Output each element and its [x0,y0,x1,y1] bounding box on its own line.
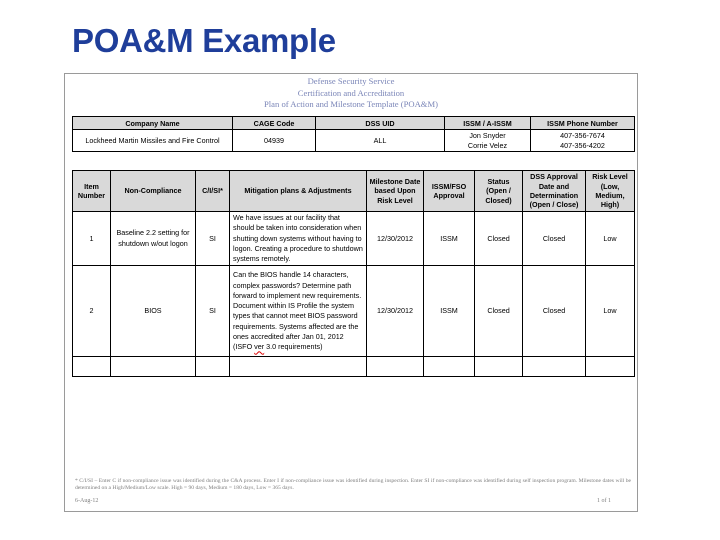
dss-approval: Closed [523,266,586,357]
milestone-date: 12/30/2012 [367,212,424,266]
empty-cell [111,357,196,377]
slide-title: POA&M Example [72,22,336,59]
col-dss-approval: DSS Approval Date and Determination (Open / Close) [523,171,586,212]
col-item-number: Item Number [73,171,111,212]
col-company-name: Company Name [73,117,233,130]
header-agency: Defense Security Service [307,76,395,86]
issm-fso-approval: ISSM [424,212,475,266]
empty-cell [523,357,586,377]
mitigation-text: We have issues at our facility that should be taken into consideration when shutting down systems without having to logon. Creating a procedure to shutdown systems remotely. [230,212,367,266]
mitigation-text-main: Can the BIOS handle 14 characters, complex passwords? Determine path forward to implement new requirements. Document within IS Profile the system types that cannot meet BIOS password requirements. Systems affected are the ones accredited after Jan 01, 2012 (ISFO [233,270,362,352]
empty-row [73,357,635,377]
status: Closed [475,266,523,357]
mitigation-text-ver: ver [254,342,265,352]
document-page [64,73,638,512]
milestone-date: 12/30/2012 [367,266,424,357]
cage-code: 04939 [233,130,316,152]
col-non-compliance: Non-Compliance [111,171,196,212]
col-cisi: C/I/SI* [196,171,230,212]
col-mitigation: Mitigation plans & Adjustments [230,171,367,212]
page-number: 1 of 1 [597,498,611,504]
empty-cell [367,357,424,377]
company-info-table [72,116,635,152]
col-issm: ISSM / A-ISSM [445,117,531,130]
table-row [73,212,635,266]
dss-uid: ALL [316,130,445,152]
col-issm-phone: ISSM Phone Number [531,117,635,130]
issm-name-1: Jon Snyder [469,131,506,140]
col-status: Status (Open / Closed) [475,171,523,212]
empty-cell [196,357,230,377]
empty-cell [73,357,111,377]
issm-phone-2: 407-356-4202 [560,140,605,150]
table-row [73,266,635,357]
col-risk-level: Risk Level (Low, Medium, High) [586,171,635,212]
issm-fso-approval: ISSM [424,266,475,357]
status: Closed [475,212,523,266]
footnote: * C/I/SI – Enter C if non-compliance issue was identified during the C&A process. Enter I if non-compliance issue was identified during inspection. Enter SI if non-compliance was identified during self inspection program. Milestone dates will be determined on a High/Medium/Low scale. High = 90 days, Medium = 180 days, Low = 365 days. [75,478,631,492]
item-number: 2 [73,266,111,357]
company-name: Lockheed Martin Missiles and Fire Control [73,130,233,152]
document-date: 6-Aug-12 [75,498,99,504]
non-compliance: Baseline 2.2 setting for shutdown w/out logon [111,212,196,266]
cisi-value: SI [196,266,230,357]
issm-name-2: Corrie Velez [467,140,508,150]
col-issm-fso-approval: ISSM/FSO Approval [424,171,475,212]
poam-table [72,170,635,377]
company-header-row [73,117,635,130]
empty-cell [586,357,635,377]
header-program: Certification and Accreditation [297,87,405,98]
non-compliance: BIOS [111,266,196,357]
document-header [65,76,637,111]
issm-phone-1: 407-356-7674 [560,131,605,140]
cisi-value: SI [196,212,230,266]
mitigation-text-end: 3.0 requirements) [264,342,323,352]
item-number: 1 [73,212,111,266]
dss-approval: Closed [523,212,586,266]
empty-cell [475,357,523,377]
risk-level: Low [586,212,635,266]
empty-cell [230,357,367,377]
company-data-row [73,130,635,152]
issm-names [445,130,531,152]
mitigation-text [230,266,367,357]
col-milestone-date: Milestone Date based Upon Risk Level [367,171,424,212]
col-dss-uid: DSS UID [316,117,445,130]
risk-level: Low [586,266,635,357]
poam-header-row [73,171,635,212]
empty-cell [424,357,475,377]
col-cage-code: CAGE Code [233,117,316,130]
header-template-title: Plan of Action and Milestone Template (POA&M) [264,99,438,109]
issm-phones [531,130,635,152]
